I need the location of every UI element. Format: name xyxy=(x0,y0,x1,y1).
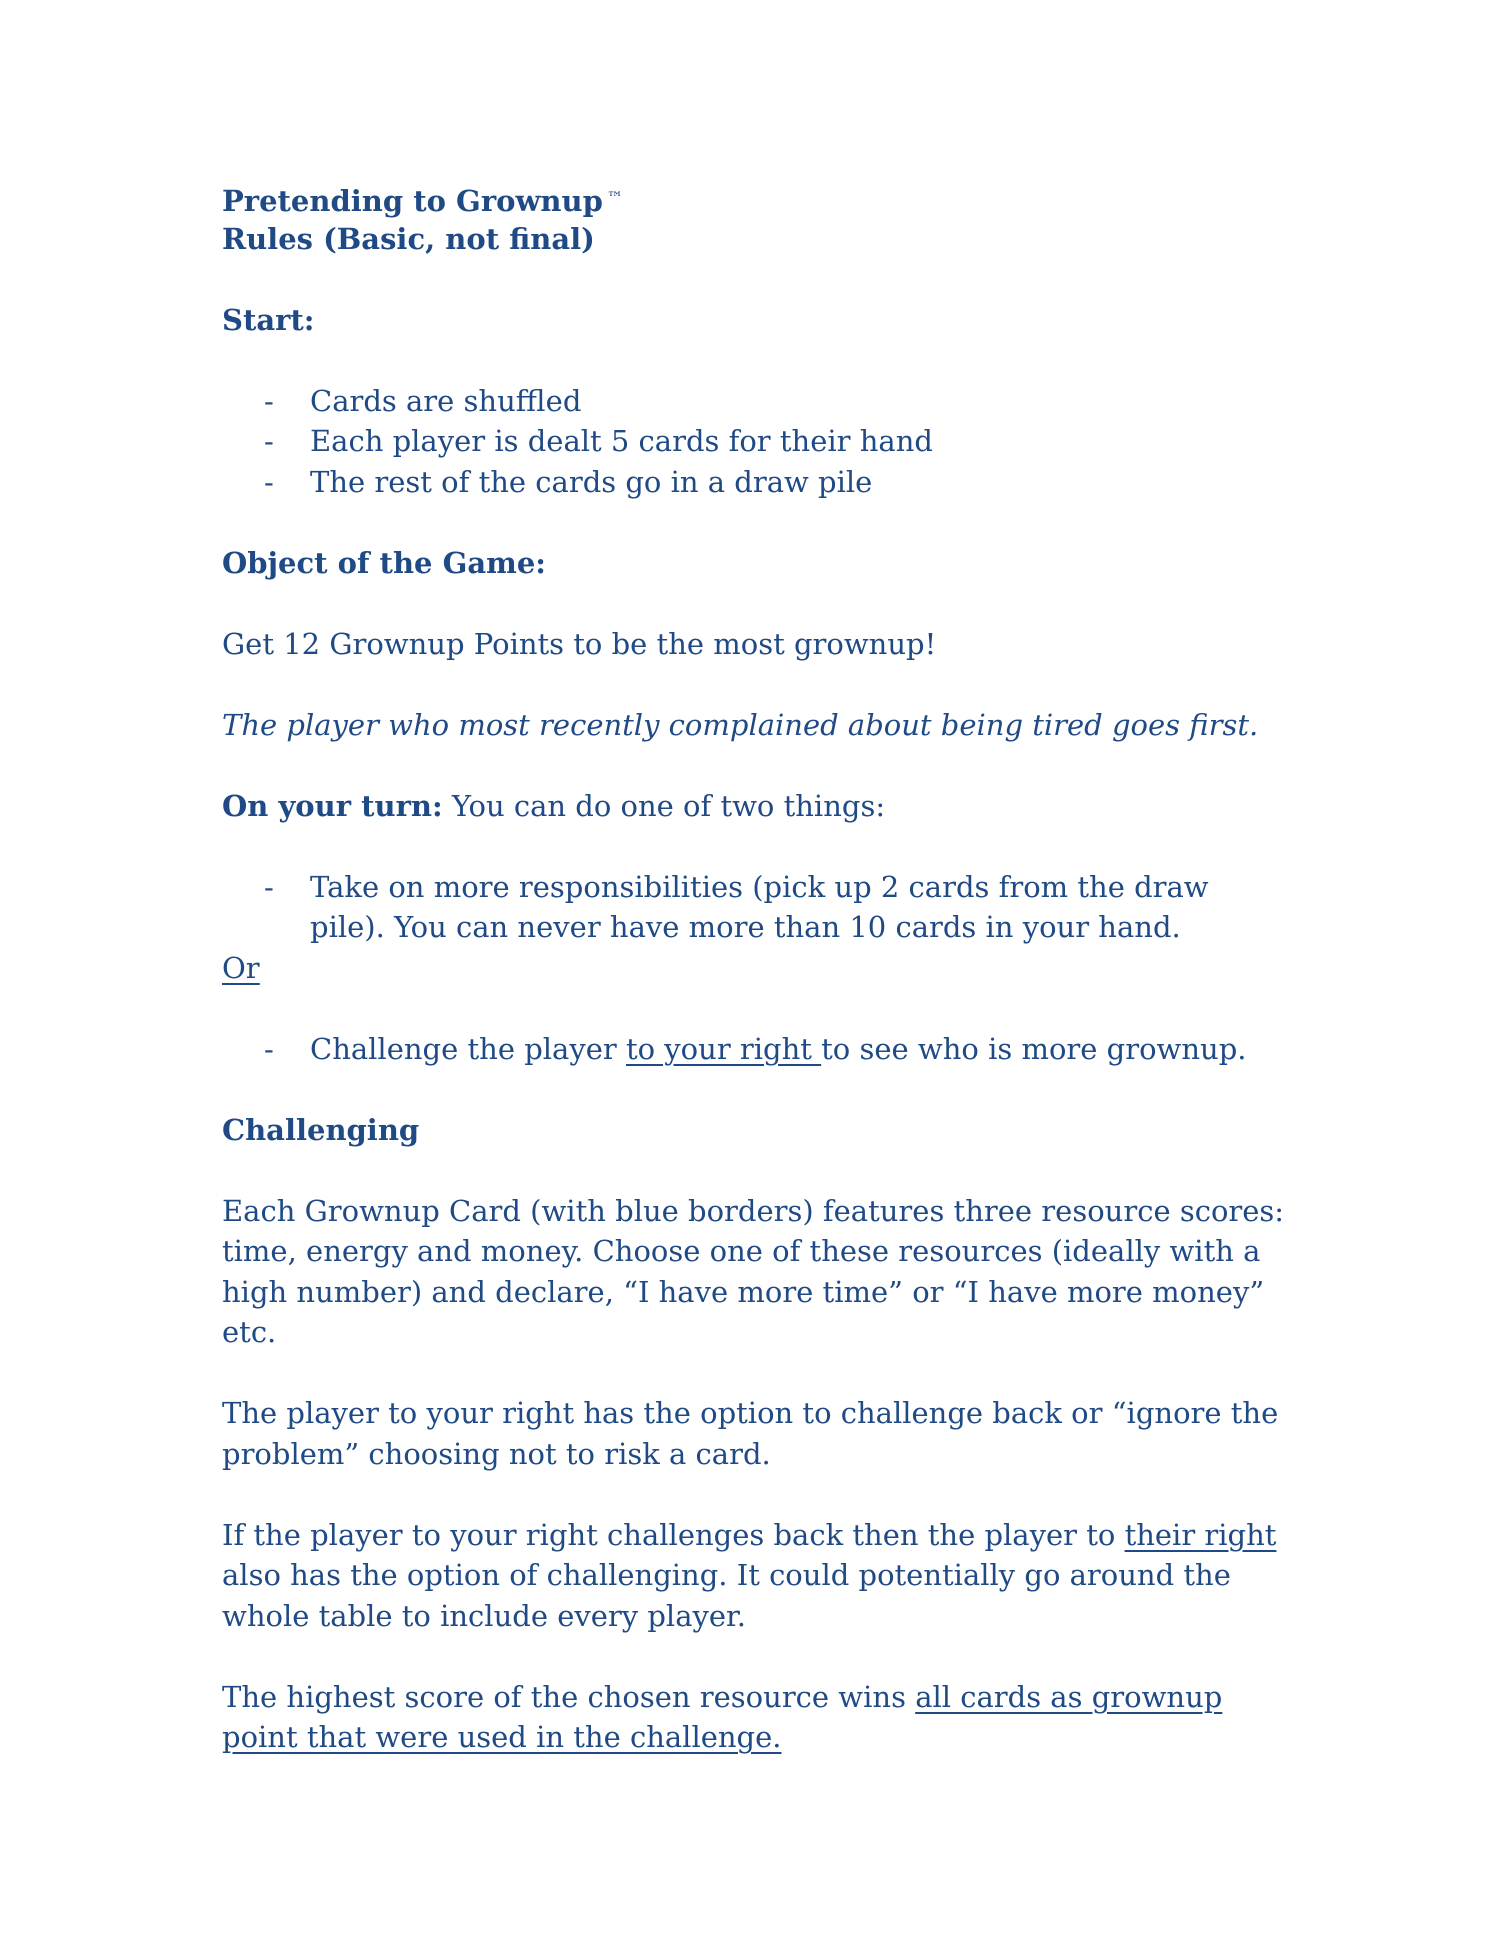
object-text: Get 12 Grownup Points to be the most grownup! xyxy=(222,626,937,661)
underlined-to-your-right: to your right xyxy=(625,1031,822,1066)
start-list-item: - Cards are shuffled xyxy=(264,383,582,418)
start-list-item: - Each player is dealt 5 cards for their hand xyxy=(264,424,933,458)
turn-option-challenge: - Challenge the player to your right to see who is more grownup. xyxy=(264,1031,1247,1066)
document-subtitle: Rules (Basic, not final) xyxy=(222,221,595,256)
challenging-paragraph-4: The highest score of the chosen resource wins all cards as grownup point that were used in the challenge. xyxy=(222,1679,1223,1754)
turn-option-draw-cont: pile). You can never have more than 10 cards in your hand. xyxy=(310,910,1181,944)
turn-lead: On your turn: xyxy=(222,788,443,823)
start-list-item: - The rest of the cards go in a draw pile xyxy=(264,464,873,499)
underlined-all-cards: all cards as grownup xyxy=(915,1679,1223,1714)
trademark-symbol: ™ xyxy=(606,188,623,207)
underlined-point-used: point that were used in the challenge. xyxy=(222,1720,782,1754)
rules-document xyxy=(222,178,1302,1758)
start-heading: Start: xyxy=(222,302,315,337)
document-title-line xyxy=(222,178,1302,219)
document-title: Pretending to Grownup xyxy=(222,184,603,218)
challenging-paragraph-3: If the player to your right challenges back then the player to their right also has the option of challenging. It could potentially go around the whole table to include every player. xyxy=(222,1517,1277,1633)
first-player-note: The player who most recently complained about being tired goes first. xyxy=(222,707,1259,742)
challenging-heading: Challenging xyxy=(222,1112,420,1147)
challenging-paragraph-1: Each Grownup Card (with blue borders) features three resource scores: time, energy and money. Choose one of these resources (ideally with a high number) and declare, “I have more time” or “I have more money” etc. xyxy=(222,1193,1285,1349)
underlined-their-right: their right xyxy=(1124,1517,1277,1552)
turn-text: You can do one of two things: xyxy=(442,788,886,823)
challenging-paragraph-2: The player to your right has the option to challenge back or “ignore the problem” choosing not to risk a card. xyxy=(222,1396,1279,1471)
or-separator: Or xyxy=(222,950,260,985)
turn-option-draw: - Take on more responsibilities (pick up 2 cards from the draw xyxy=(264,869,1209,904)
object-heading: Object of the Game: xyxy=(222,545,546,580)
turn-intro xyxy=(222,786,1302,827)
